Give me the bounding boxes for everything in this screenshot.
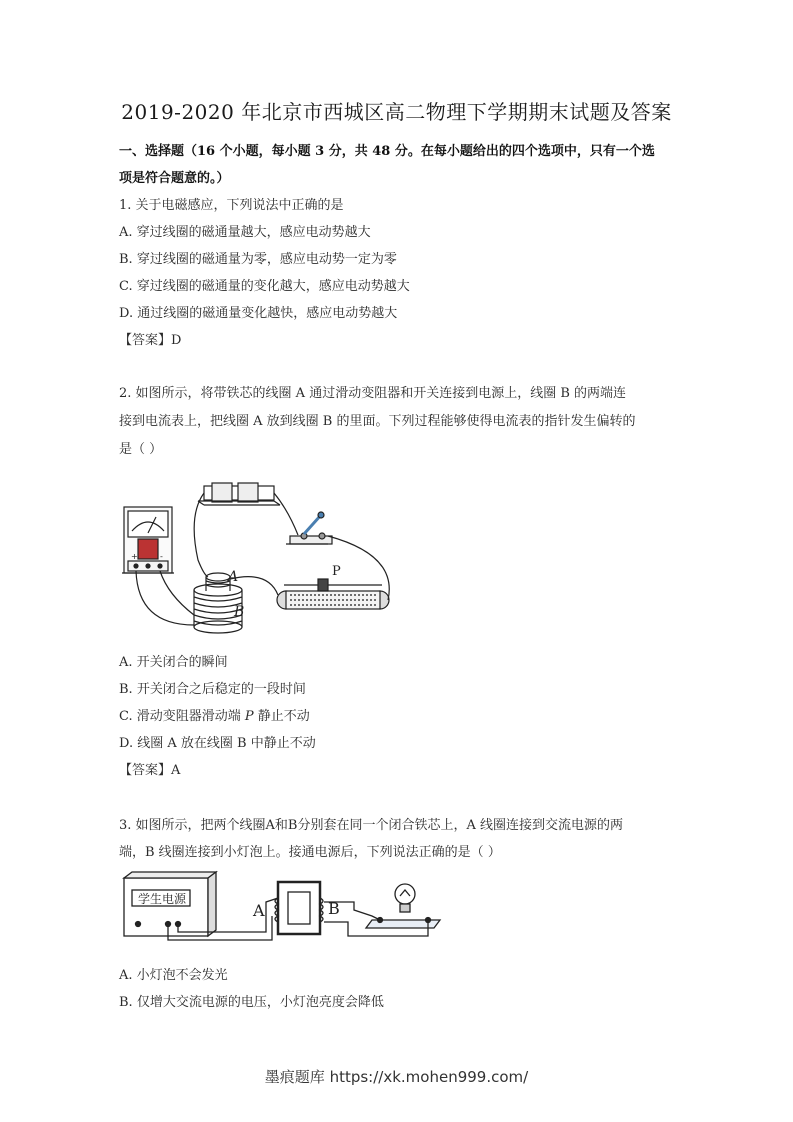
- q2-stem-line1: 2. 如图所示，将带铁芯的线圈 A 通过滑动变阻器和开关连接到电源上，线圈 B 的两端连: [119, 386, 627, 401]
- label-a: A: [253, 901, 265, 920]
- q1-option-c: C. 穿过线圈的磁通量的变化越大，感应电动势越大: [119, 279, 410, 294]
- q2-option-b: B. 开关闭合之后稳定的一段时间: [119, 682, 306, 697]
- label-b: B: [328, 899, 340, 918]
- q2-option-d: D. 线圈 A 放在线圈 B 中静止不动: [119, 736, 316, 751]
- iron-core-icon: [278, 882, 320, 934]
- q2-answer: 【答案】A: [119, 763, 181, 778]
- label-p: P: [332, 564, 341, 579]
- power-label: 学生电源: [138, 892, 187, 906]
- meter-plus: +: [131, 552, 138, 561]
- q3-option-a: A. 小灯泡不会发光: [119, 968, 228, 983]
- q2-stem-line2: 接到电流表上，把线圈 A 放到线圈 B 的里面。下列过程能够使得电流表的指针发生偏转的: [119, 414, 636, 429]
- q3-stem-line1: 3. 如图所示，把两个线圈A和B分别套在同一个闭合铁芯上，A 线圈连接到交流电源的两: [119, 818, 623, 833]
- switch-icon: [286, 512, 332, 544]
- q2-option-c: C. 滑动变阻器滑动端 P 静止不动: [119, 709, 310, 724]
- meter-minus: -: [160, 552, 163, 561]
- q2-circuit-figure: [118, 475, 403, 645]
- section-heading-line2: 项是符合题意的。）: [119, 171, 230, 186]
- q1-option-d: D. 通过线圈的磁通量变化越快，感应电动势越大: [119, 306, 398, 321]
- footer-watermark: 墨痕题库 https://xk.mohen999.com/: [264, 1068, 529, 1086]
- q2-stem-line3: 是（ ）: [119, 442, 163, 457]
- q1-answer: 【答案】D: [119, 333, 182, 348]
- page-title: 2019-2020 年北京市西城区高二物理下学期期末试题及答案: [121, 100, 672, 124]
- q1-option-a: A. 穿过线圈的磁通量越大，感应电动势越大: [119, 225, 371, 240]
- section-heading-line1: 一、选择题（16 个小题，每小题 3 分，共 48 分。在每小题给出的四个选项中，只有一个选: [119, 144, 655, 159]
- label-b: B: [234, 604, 245, 620]
- light-bulb-icon: [366, 884, 440, 928]
- label-a: A: [228, 569, 239, 585]
- q1-option-b: B. 穿过线圈的磁通量为零，感应电动势一定为零: [119, 252, 397, 267]
- q1-stem: 1. 关于电磁感应，下列说法中正确的是: [119, 198, 344, 213]
- q3-option-b: B. 仅增大交流电源的电压，小灯泡亮度会降低: [119, 995, 384, 1010]
- q3-stem-line2: 端，B 线圈连接到小灯泡上。接通电源后，下列说法正确的是（ ）: [119, 845, 501, 860]
- q2-option-a: A. 开关闭合的瞬间: [119, 655, 228, 670]
- rheostat-icon: [277, 579, 389, 609]
- galvanometer-icon: [122, 507, 174, 573]
- battery-icon: [198, 483, 280, 505]
- q3-transformer-figure: [118, 870, 448, 945]
